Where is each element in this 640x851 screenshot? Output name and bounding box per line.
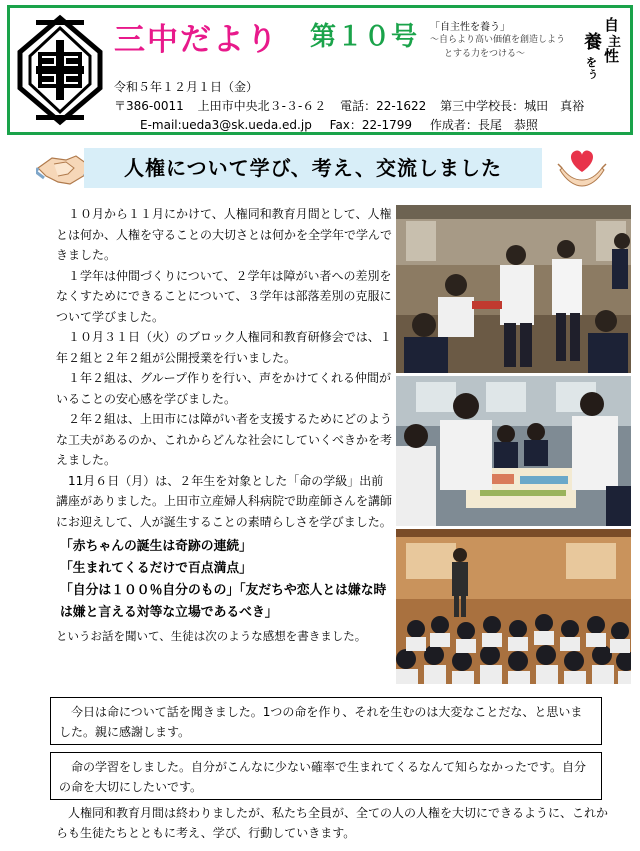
photo-classroom-discussion (396, 376, 631, 526)
address-line (114, 97, 594, 114)
stamp-char: を (586, 56, 597, 69)
school-emblem-icon (16, 14, 104, 126)
motto-box (430, 18, 580, 61)
closing-paragraph: 人権同和教育月間は終わりましたが、私たち全員が、全ての人の人権を大切にできるように、これからも生徒たちとともに考え、学び、行動していきます。 (56, 806, 609, 840)
heart-in-hands-icon (556, 146, 608, 192)
quote-followup: というお話を聞いて、生徒は次のような感想を書きました。 (56, 629, 367, 643)
motto-calligraphy-stamp (584, 14, 628, 80)
fax-number: Fax：22-1799 (329, 118, 413, 132)
stamp-char: 養 (584, 32, 602, 53)
motto-line: とする力をつける～ (444, 49, 526, 59)
photo-lecture-hall (396, 529, 631, 684)
quote: 「赤ちゃんの誕生は奇跡の連続」 (60, 539, 252, 554)
stamp-char: う (588, 70, 598, 81)
issue-number: 第１０号 (310, 22, 419, 52)
headline-title: 人権について学び、考え、交流しました (124, 156, 502, 180)
article-paragraph: 11月６日（月）は、２年生を対象とした「命の学級」出前講座がありました。上田市立産婦人科病院で助産師さんを講師にお迎えして、人が誕生することの素晴らしさを学びました。 (56, 473, 393, 529)
student-impression-box: 命の学習をしました。自分がこんなに少ない確率で生まれてくるなんて知らなかったです。自分の命を大切にしたいです。 (50, 752, 602, 800)
article-body (56, 204, 394, 646)
author-name: 作成者：長尾 恭照 (429, 118, 538, 132)
student-impression-box: 今日は命について話を聞きました。1つの命を作り、それを生むのは大変なことだな、と思いました。親に感謝します。 (50, 697, 602, 745)
paper-title: 三中だより (114, 22, 279, 58)
motto-line: ～自らより高い価値を創造しよう (430, 35, 566, 45)
postal-code: 〒386-0011 (114, 99, 184, 113)
school-address: 上田市中央北３-３-６２ (197, 99, 327, 113)
motto-title: 「自主性を養う」 (430, 22, 510, 33)
stamp-char: 自 (604, 16, 620, 34)
issue-date: 令和５年１２月１日（金） (114, 80, 259, 94)
article-paragraph: １０月３１日（火）のブロック人権同和教育研修会では、１年２組と２年２組が公開授業を行いました。 (56, 330, 392, 365)
email-address: E-mail:ueda3@sk.ueda.ed.jp (140, 118, 312, 132)
stamp-char: 性 (604, 47, 620, 65)
newsletter-header (7, 5, 633, 135)
stamp-char: 主 (608, 35, 622, 50)
article-paragraph: １年２組は、グループ作りを行い、声をかけてくれる仲間がいることの安心感を学びました。 (56, 371, 392, 406)
phone-number: 電話：22-1622 (340, 99, 427, 113)
photo-group-activity (396, 205, 631, 373)
article-paragraph: ２年２組は、上田市には障がい者を支援するためにどのような工夫があるのか、これからどんな社会にしていくべきかを考えました。 (56, 412, 393, 467)
quote-block (56, 536, 394, 624)
quote: 「生まれてくるだけで百点満点」 (60, 561, 252, 576)
contact-line (140, 116, 552, 133)
article-paragraph: １学年は仲間づくりについて、２学年は障がい者への差別をなくすためにできることについて、３学年は部落差別の克服について学びました。 (56, 268, 392, 324)
principal-name: 第三中学校長：城田 真裕 (440, 99, 585, 113)
headline-banner (36, 144, 608, 194)
article-paragraph: １０月から１１月にかけて、人権同和教育月間として、人権とは何か、人権を守ることの大切さとは何かを全学年で学んできました。 (56, 207, 393, 262)
quote: 「自分は１００％自分のもの」「友だちや恋人とは嫌な時は嫌と言える対等な立場であるべき」 (60, 583, 387, 620)
